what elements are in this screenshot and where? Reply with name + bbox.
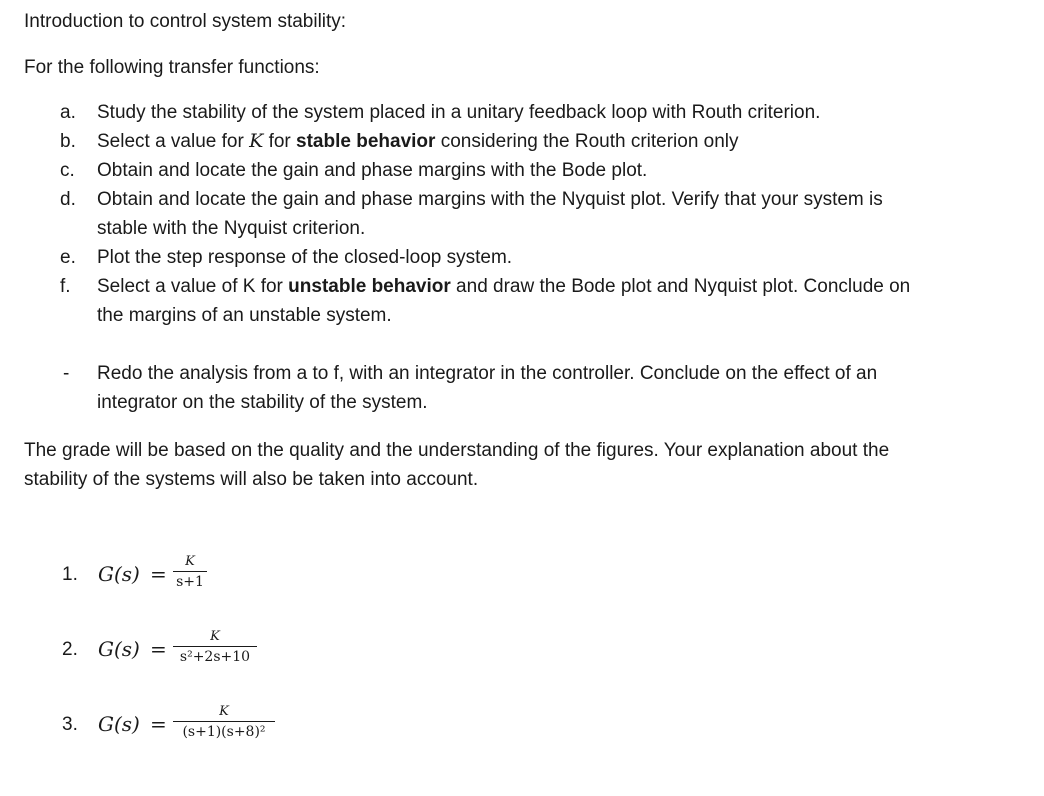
task-letter-e: e. <box>60 247 76 268</box>
formula-2-number: 2. <box>62 639 78 660</box>
extra-text-line1: Redo the analysis from a to f, with an integrator in the controller. Conclude on the effect of an <box>97 363 878 384</box>
task-letter-b: b. <box>60 131 76 152</box>
formula-2-fraction-bar <box>173 646 257 647</box>
grade-line2: stability of the systems will also be taken into account. <box>24 469 479 490</box>
formula-3-number: 3. <box>62 714 78 735</box>
task-letter-f: f. <box>60 276 71 297</box>
extra-text-line2: integrator on the stability of the system. <box>97 392 428 413</box>
formula-3-fraction <box>173 704 275 741</box>
formula-1-equals: = <box>150 562 167 586</box>
task-b-mid: for <box>263 131 297 152</box>
task-c-text: Obtain and locate the gain and phase margins with the Bode plot. <box>97 160 648 181</box>
task-b-text <box>97 127 739 156</box>
formula-1-number: 1. <box>62 564 78 585</box>
grade-line1: The grade will be based on the quality and the understanding of the figures. Your explanation about the <box>24 440 890 461</box>
task-b-pre: Select a value for <box>97 131 250 152</box>
task-f-pre: Select a value of K for <box>97 276 289 297</box>
formula-2-lhs: G(s) <box>98 637 140 661</box>
formula-3-fraction-bar <box>173 721 275 722</box>
task-b-post: considering the Routh criterion only <box>435 131 739 152</box>
extra-bullet: - <box>63 363 70 384</box>
formula-1-lhs: G(s) <box>98 562 140 586</box>
task-a-text: Study the stability of the system placed in a unitary feedback loop with Routh criterion. <box>97 102 821 123</box>
task-d-text-line1: Obtain and locate the gain and phase margins with the Nyquist plot. Verify that your system is <box>97 189 883 210</box>
task-e-text: Plot the step response of the closed-loop system. <box>97 247 513 268</box>
task-f-post: and draw the Bode plot and Nyquist plot. Conclude on <box>450 276 911 297</box>
task-b-bold: stable behavior <box>296 131 436 152</box>
formula-3-numerator: K <box>219 704 229 719</box>
formula-3-equals: = <box>150 712 167 736</box>
formula-1-fraction <box>173 554 207 591</box>
task-letter-d: d. <box>60 189 76 210</box>
formula-3-lhs: G(s) <box>98 712 140 736</box>
formula-1-fraction-bar <box>173 571 207 572</box>
formula-2-fraction <box>173 629 257 666</box>
task-letter-c: c. <box>60 160 75 181</box>
formula-1-numerator: K <box>185 554 195 569</box>
task-letter-a: a. <box>60 102 76 123</box>
formula-2-numerator: K <box>210 629 220 644</box>
task-d-text-line2: stable with the Nyquist criterion. <box>97 218 366 239</box>
task-f-text-line2: the margins of an unstable system. <box>97 305 392 326</box>
formula-1-denominator: s+1 <box>176 574 204 590</box>
formula-2-equals: = <box>150 637 167 661</box>
task-f-bold: unstable behavior <box>288 276 451 297</box>
formula-3-denominator: (s+1)(s+8)² <box>182 724 266 740</box>
formula-2-denominator: s²+2s+10 <box>179 649 251 665</box>
intro-text: For the following transfer functions: <box>24 57 320 78</box>
document-title: Introduction to control system stability: <box>24 11 347 32</box>
task-b-variable: K <box>249 130 264 152</box>
task-f-text-line1 <box>97 272 910 301</box>
